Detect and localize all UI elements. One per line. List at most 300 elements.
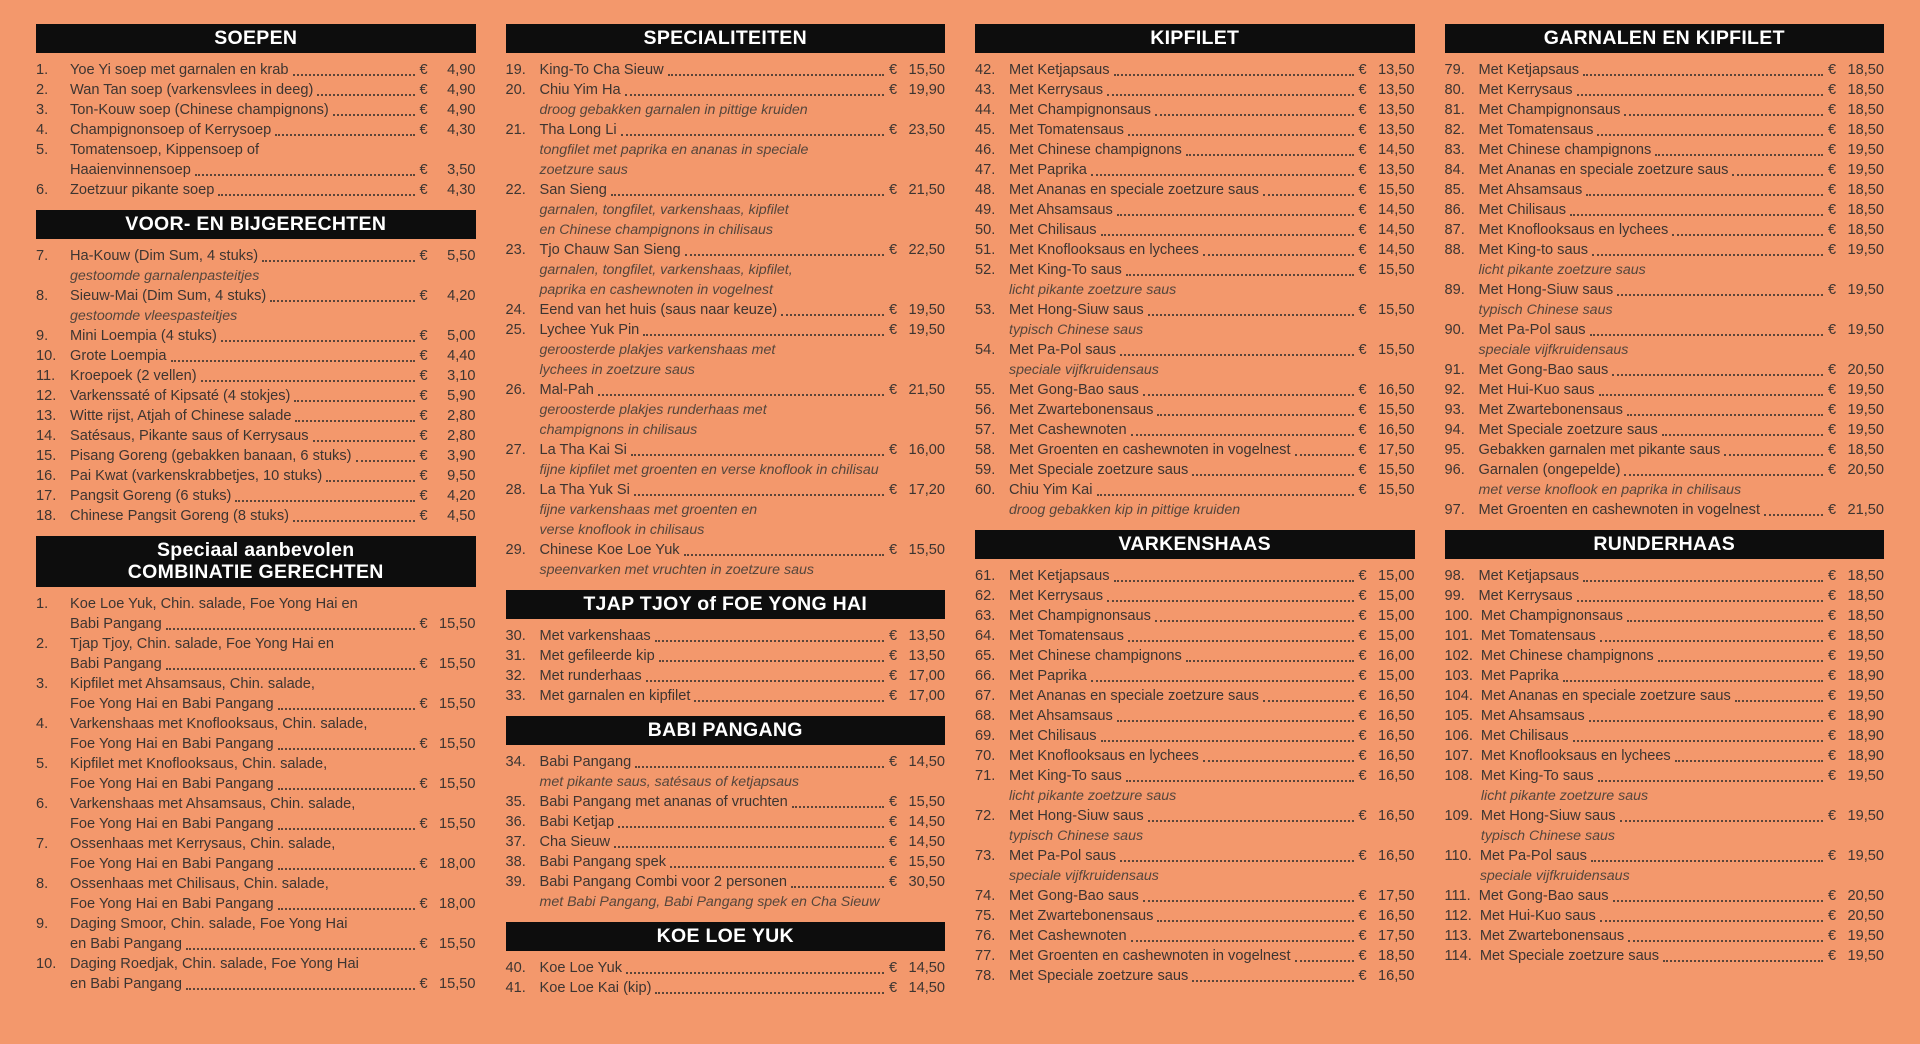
item-line <box>1479 240 1885 260</box>
price-amount: 15,50 <box>908 794 945 810</box>
item-line <box>540 480 946 500</box>
item-name: Met Tomatensaus <box>1478 122 1594 138</box>
menu-item <box>36 406 476 426</box>
price-amount: 18,50 <box>1847 202 1884 218</box>
currency-symbol: € <box>419 182 428 198</box>
item-content <box>70 346 476 366</box>
item-content <box>540 80 946 120</box>
item-content <box>1481 666 1884 686</box>
menu-column <box>975 24 1415 998</box>
item-number: 65. <box>975 648 996 664</box>
item-name: Ha-Kouw (Dim Sum, 4 stuks) <box>70 248 259 264</box>
item-name: Foe Yong Hai en Babi Pangang <box>70 856 274 872</box>
item-line <box>1479 140 1885 160</box>
item-line <box>70 674 476 694</box>
dotted-leader <box>1592 254 1823 256</box>
item-content <box>70 446 476 466</box>
item-number: 72. <box>975 808 996 824</box>
currency-symbol: € <box>889 980 898 996</box>
section-header <box>36 24 476 53</box>
item-content <box>540 752 946 792</box>
menu-item <box>506 180 946 240</box>
item-price <box>1359 726 1415 746</box>
currency-symbol: € <box>889 322 898 338</box>
menu-item <box>1445 886 1885 906</box>
item-content <box>1009 746 1415 766</box>
item-price <box>1359 686 1415 706</box>
item-price <box>1828 440 1884 460</box>
menu-item <box>975 200 1415 220</box>
currency-symbol: € <box>1828 908 1837 924</box>
dotted-leader <box>626 972 884 974</box>
currency-symbol: € <box>1358 382 1367 398</box>
currency-symbol: € <box>1358 748 1367 764</box>
menu-item <box>975 340 1415 380</box>
dotted-leader <box>598 394 884 396</box>
dotted-leader <box>1114 580 1354 582</box>
item-content <box>540 832 946 852</box>
menu-item <box>36 914 476 954</box>
item-content <box>70 286 476 326</box>
item-price <box>420 694 476 714</box>
item-price <box>1828 666 1884 686</box>
item-number: 39. <box>505 874 526 890</box>
item-price <box>1828 586 1884 606</box>
currency-symbol: € <box>419 428 428 444</box>
currency-symbol: € <box>1828 322 1837 338</box>
item-price <box>1359 180 1415 200</box>
currency-symbol: € <box>1828 668 1837 684</box>
item-content <box>1481 746 1884 766</box>
item-price <box>1828 906 1884 926</box>
menu-item <box>506 240 946 300</box>
dotted-leader <box>1203 254 1354 256</box>
item-content <box>70 426 476 446</box>
item-content <box>1479 380 1885 400</box>
dotted-leader <box>1663 960 1823 962</box>
item-line <box>1009 906 1415 926</box>
currency-symbol: € <box>419 976 428 992</box>
item-content <box>540 958 946 978</box>
item-name: Met Ahsamsaus <box>1009 202 1113 218</box>
menu-section <box>1445 24 1885 520</box>
dotted-leader <box>295 420 414 422</box>
item-line <box>540 440 946 460</box>
dotted-leader <box>1143 394 1354 396</box>
item-number: 31. <box>505 648 526 664</box>
currency-symbol: € <box>1358 708 1367 724</box>
item-content <box>1009 420 1415 440</box>
dotted-leader <box>1128 640 1354 642</box>
item-name: Met Knoflooksaus en lychees <box>1009 748 1199 764</box>
price-amount: 9,50 <box>447 468 476 484</box>
currency-symbol: € <box>1828 848 1837 864</box>
section-header <box>36 536 476 587</box>
item-name: Witte rijst, Atjah of Chinese salade <box>70 408 292 424</box>
price-amount: 16,00 <box>1377 648 1415 664</box>
item-line <box>1479 586 1885 606</box>
currency-symbol: € <box>1358 62 1367 78</box>
price-amount: 15,00 <box>1377 608 1415 624</box>
item-line <box>1481 726 1884 746</box>
item-price <box>1359 80 1415 100</box>
currency-symbol: € <box>889 382 898 398</box>
item-number: 104. <box>1444 688 1473 704</box>
item-line <box>1479 100 1885 120</box>
menu-item <box>1445 240 1885 280</box>
item-name: Met Champignonsaus <box>1478 102 1621 118</box>
currency-symbol: € <box>1828 888 1837 904</box>
price-amount: 19,50 <box>1847 688 1884 704</box>
section-title: SPECIALITEITEN <box>643 27 807 49</box>
item-name: Satésaus, Pikante saus of Kerrysaus <box>70 428 309 444</box>
item-name: Met Champignonsaus <box>1480 608 1623 624</box>
item-price <box>889 978 945 998</box>
dotted-leader <box>195 174 415 176</box>
menu-column <box>506 24 946 998</box>
item-description: paprika en cashewnoten in vogelnest <box>539 282 773 298</box>
item-price <box>1828 460 1884 480</box>
item-number: 6. <box>36 182 49 198</box>
item-content <box>70 634 476 674</box>
menu-item <box>506 958 946 978</box>
price-amount: 15,50 <box>438 776 476 792</box>
menu-item <box>36 506 476 526</box>
menu-item <box>1445 280 1885 320</box>
price-amount: 19,50 <box>908 302 945 318</box>
item-price <box>889 852 945 872</box>
item-description: met Babi Pangang, Babi Pangang spek en Cha Sieuw <box>539 894 880 910</box>
item-price <box>889 60 945 80</box>
item-line <box>1009 200 1415 220</box>
dotted-leader <box>294 400 414 402</box>
item-number: 34. <box>505 754 526 770</box>
item-name: Met Tomatensaus <box>1009 628 1124 644</box>
item-content <box>1009 260 1415 300</box>
section-header <box>975 24 1415 53</box>
item-number: 35. <box>505 794 526 810</box>
price-amount: 15,50 <box>1377 462 1415 478</box>
section-header <box>975 530 1415 559</box>
price-amount: 19,50 <box>1847 162 1884 178</box>
price-amount: 15,50 <box>438 736 476 752</box>
item-number: 23. <box>505 242 526 258</box>
item-number: 9. <box>36 328 49 344</box>
item-number: 112. <box>1444 908 1472 924</box>
item-content <box>1009 460 1415 480</box>
dotted-leader <box>1091 680 1354 682</box>
price-amount: 15,50 <box>1377 402 1415 418</box>
item-price <box>889 80 945 100</box>
menu-item <box>975 706 1415 726</box>
dotted-leader <box>646 680 884 682</box>
item-line <box>1009 846 1415 866</box>
currency-symbol: € <box>1828 588 1837 604</box>
price-amount: 17,50 <box>1377 442 1415 458</box>
item-name: Met King-To saus <box>1009 768 1122 784</box>
item-number: 4. <box>36 122 49 138</box>
item-content <box>540 300 946 320</box>
item-description: speciale vijfkruidensaus <box>1479 868 1630 884</box>
price-amount: 15,50 <box>908 62 945 78</box>
item-line <box>70 814 476 834</box>
item-price <box>1359 200 1415 220</box>
dotted-leader <box>1295 960 1354 962</box>
dotted-leader <box>1600 920 1823 922</box>
section-title: VOOR- EN BIJGERECHTEN <box>125 213 387 235</box>
item-number: 51. <box>975 242 996 258</box>
item-line <box>1481 646 1884 666</box>
menu-item <box>506 300 946 320</box>
item-number: 71. <box>975 768 996 784</box>
currency-symbol: € <box>1358 202 1367 218</box>
item-price <box>420 486 476 506</box>
item-name: Met Ahsamsaus <box>1009 708 1113 724</box>
currency-symbol: € <box>1828 202 1837 218</box>
price-amount: 19,50 <box>1847 282 1884 298</box>
item-description: champignons in chilisaus <box>539 422 698 438</box>
dotted-leader <box>326 480 414 482</box>
item-number: 90. <box>1444 322 1465 338</box>
dotted-leader <box>1203 760 1354 762</box>
item-line <box>1009 120 1415 140</box>
price-amount: 18,50 <box>1847 222 1884 238</box>
price-amount: 18,50 <box>1847 588 1884 604</box>
item-number: 79. <box>1444 62 1465 78</box>
dotted-leader <box>1675 760 1823 762</box>
item-price <box>889 872 945 892</box>
currency-symbol: € <box>1358 568 1367 584</box>
item-name: Met Pa-Pol saus <box>1478 322 1586 338</box>
dotted-leader <box>1577 600 1823 602</box>
dotted-leader <box>1148 820 1354 822</box>
item-content <box>1009 626 1415 646</box>
dotted-leader <box>781 314 884 316</box>
item-content <box>1009 140 1415 160</box>
price-amount: 18,50 <box>1847 62 1884 78</box>
menu-item <box>1445 140 1885 160</box>
item-line <box>1480 846 1884 866</box>
item-content <box>1479 420 1885 440</box>
item-line <box>1480 926 1884 946</box>
currency-symbol: € <box>1358 888 1367 904</box>
item-line <box>540 320 946 340</box>
item-number: 27. <box>505 442 526 458</box>
item-line <box>1009 300 1415 320</box>
item-number: 4. <box>36 716 49 732</box>
item-description: garnalen, tongfilet, varkenshaas, kipfilet <box>539 202 789 218</box>
currency-symbol: € <box>1828 162 1837 178</box>
dotted-leader <box>1591 860 1823 862</box>
item-price <box>1359 946 1415 966</box>
currency-symbol: € <box>1828 442 1837 458</box>
currency-symbol: € <box>1358 628 1367 644</box>
menu-item <box>975 80 1415 100</box>
dotted-leader <box>1157 414 1353 416</box>
item-name: Met Kerrysaus <box>1009 588 1104 604</box>
item-price <box>420 120 476 140</box>
item-line <box>70 734 476 754</box>
item-line <box>70 406 476 426</box>
item-name: Met varkenshaas <box>539 628 651 644</box>
item-content <box>1479 60 1885 80</box>
item-line <box>1009 100 1415 120</box>
menu-item <box>975 400 1415 420</box>
menu-item <box>36 874 476 914</box>
price-amount: 4,90 <box>447 102 476 118</box>
currency-symbol: € <box>1828 382 1837 398</box>
dotted-leader <box>1655 154 1823 156</box>
dotted-leader <box>1107 94 1353 96</box>
item-number: 12. <box>36 388 57 404</box>
menu-item <box>975 966 1415 986</box>
price-amount: 3,90 <box>447 448 476 464</box>
item-line <box>70 954 476 974</box>
price-amount: 15,50 <box>908 542 945 558</box>
currency-symbol: € <box>889 182 898 198</box>
item-name: Pangsit Goreng (6 stuks) <box>70 488 232 504</box>
item-price <box>889 440 945 460</box>
item-line <box>1481 766 1884 786</box>
item-name: Met garnalen en kipfilet <box>539 688 691 704</box>
item-number: 37. <box>505 834 526 850</box>
item-price <box>1359 240 1415 260</box>
item-price <box>1828 706 1884 726</box>
item-name: Koe Loe Yuk, Chin. salade, Foe Yong Hai en <box>70 596 358 612</box>
dotted-leader <box>1157 920 1353 922</box>
item-price <box>420 346 476 366</box>
currency-symbol: € <box>889 874 898 890</box>
item-name: Babi Pangang <box>70 656 162 672</box>
item-number: 114. <box>1444 948 1472 964</box>
item-name: Kroepoek (2 vellen) <box>70 368 197 384</box>
currency-symbol: € <box>1828 182 1837 198</box>
item-content <box>1009 566 1415 586</box>
item-number: 89. <box>1444 282 1465 298</box>
item-name: Foe Yong Hai en Babi Pangang <box>70 736 274 752</box>
currency-symbol: € <box>1358 768 1367 784</box>
item-name: Ossenhaas met Kerrysaus, Chin. salade, <box>70 836 336 852</box>
section-header <box>506 590 946 619</box>
dotted-leader <box>1114 74 1354 76</box>
item-number: 86. <box>1444 202 1465 218</box>
menu-item <box>975 120 1415 140</box>
item-line <box>70 366 476 386</box>
item-description: speciale vijfkruidensaus <box>1009 868 1159 884</box>
currency-symbol: € <box>1358 688 1367 704</box>
item-price <box>889 792 945 812</box>
item-price <box>420 446 476 466</box>
item-price <box>1828 60 1884 80</box>
item-description: verse knoflook in chilisaus <box>539 522 705 538</box>
price-amount: 16,50 <box>1377 688 1415 704</box>
dotted-leader <box>1620 820 1823 822</box>
item-number: 88. <box>1444 242 1465 258</box>
dotted-leader <box>614 846 884 848</box>
item-price <box>420 466 476 486</box>
item-content <box>540 540 946 580</box>
item-line <box>1479 160 1885 180</box>
item-number: 22. <box>505 182 526 198</box>
menu-column <box>36 24 476 998</box>
price-amount: 16,50 <box>1377 848 1415 864</box>
item-price <box>420 654 476 674</box>
item-content <box>1479 280 1885 320</box>
item-price <box>420 974 476 994</box>
currency-symbol: € <box>1828 808 1837 824</box>
menu-item <box>1445 120 1885 140</box>
price-amount: 19,50 <box>1847 648 1884 664</box>
currency-symbol: € <box>1828 628 1837 644</box>
item-number: 10. <box>36 956 57 972</box>
price-amount: 5,00 <box>447 328 476 344</box>
dotted-leader <box>1617 294 1823 296</box>
menu-item <box>36 426 476 446</box>
menu-item <box>1445 60 1885 80</box>
item-price <box>889 812 945 832</box>
menu-item <box>975 140 1415 160</box>
dotted-leader <box>1192 980 1353 982</box>
item-line <box>1009 260 1415 280</box>
item-name: Met Pa-Pol saus <box>1479 848 1587 864</box>
dotted-leader <box>278 868 415 870</box>
currency-symbol: € <box>419 408 428 424</box>
item-content <box>540 686 946 706</box>
price-amount: 20,50 <box>1847 462 1884 478</box>
menu-item <box>1445 586 1885 606</box>
item-price <box>1828 180 1884 200</box>
item-name: Koe Loe Yuk <box>539 960 623 976</box>
currency-symbol: € <box>1358 82 1367 98</box>
item-number: 94. <box>1444 422 1465 438</box>
item-price <box>889 832 945 852</box>
item-line <box>540 958 946 978</box>
item-name: Met Pa-Pol saus <box>1009 848 1117 864</box>
dotted-leader <box>694 700 884 702</box>
item-price <box>889 320 945 340</box>
dotted-leader <box>631 454 884 456</box>
menu-item <box>36 466 476 486</box>
dotted-leader <box>1590 334 1823 336</box>
dotted-leader <box>634 494 884 496</box>
item-number: 1. <box>36 62 49 78</box>
item-content <box>1009 60 1415 80</box>
currency-symbol: € <box>889 754 898 770</box>
price-amount: 16,50 <box>1377 728 1415 744</box>
item-content <box>70 140 476 180</box>
currency-symbol: € <box>419 696 428 712</box>
item-content <box>1479 140 1885 160</box>
item-description: speciale vijfkruidensaus <box>1009 362 1159 378</box>
menu-item <box>1445 806 1885 846</box>
item-number: 91. <box>1444 362 1465 378</box>
item-content <box>1481 606 1884 626</box>
item-description: met pikante saus, satésaus of ketjapsaus <box>539 774 799 790</box>
item-line <box>70 694 476 714</box>
item-name: Met Cashewnoten <box>1009 928 1127 944</box>
item-price <box>1359 566 1415 586</box>
currency-symbol: € <box>419 62 428 78</box>
item-name: Lychee Yuk Pin <box>539 322 640 338</box>
item-content <box>70 834 476 874</box>
item-number: 97. <box>1444 502 1465 518</box>
item-line <box>70 466 476 486</box>
item-content <box>70 60 476 80</box>
item-price <box>1359 100 1415 120</box>
item-number: 18. <box>36 508 57 524</box>
item-line <box>1480 946 1884 966</box>
currency-symbol: € <box>1358 262 1367 278</box>
